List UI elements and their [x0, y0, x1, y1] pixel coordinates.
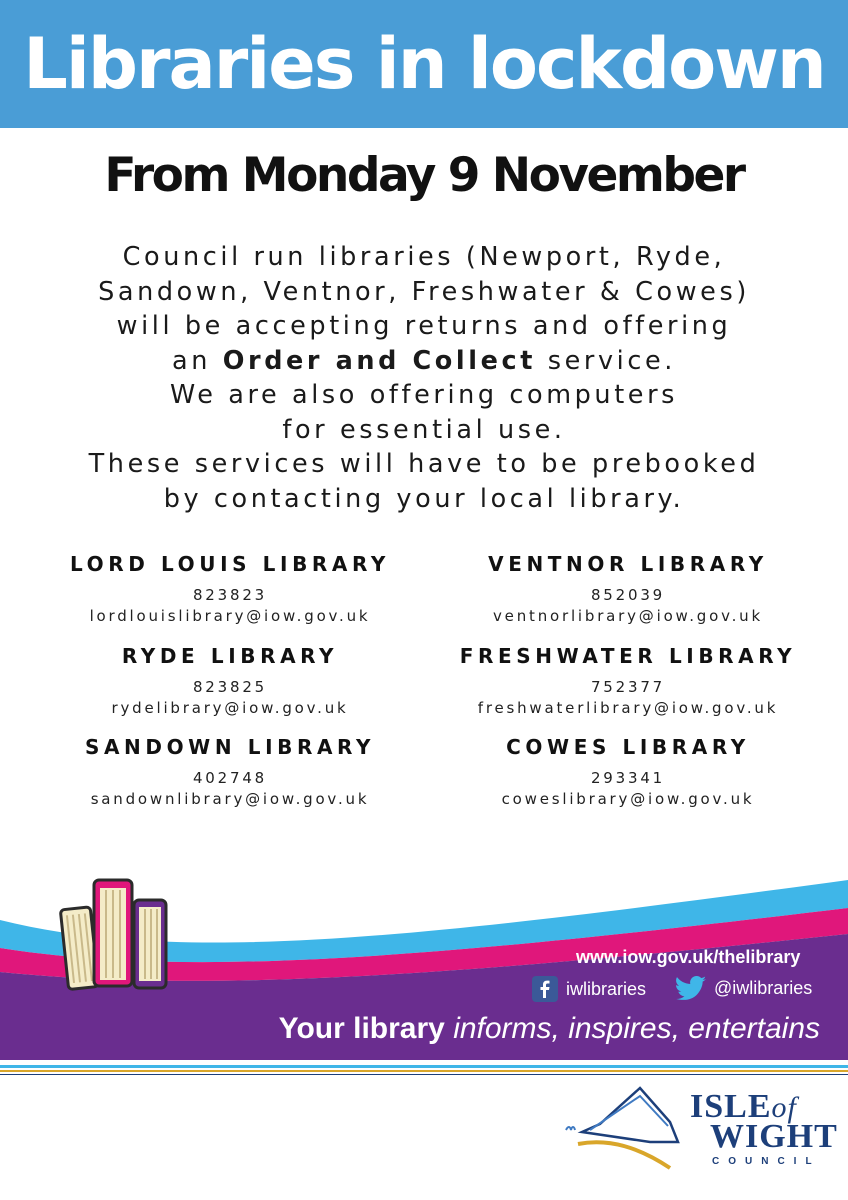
council-logo-word: WIGHT [710, 1118, 838, 1155]
library-phone: 852039 [590, 586, 666, 604]
header-banner [0, 0, 848, 128]
page-title: Libraries in lockdown [23, 23, 825, 105]
intro-line: These services will have to be prebooked [88, 449, 760, 479]
library-email[interactable]: ventnorlibrary@iow.gov.uk [493, 607, 763, 625]
library-name: VENTNOR LIBRARY [488, 552, 768, 576]
library-phone: 293341 [590, 769, 666, 787]
library-entry-cowes [418, 734, 838, 810]
library-phone: 823823 [192, 586, 268, 604]
library-name: RYDE LIBRARY [121, 644, 339, 668]
library-name: FRESHWATER LIBRARY [459, 644, 797, 668]
library-email[interactable]: freshwaterlibrary@iow.gov.uk [477, 699, 779, 717]
twitter-handle: @iwlibraries [714, 977, 813, 998]
intro-line: We are also offering computers [169, 380, 679, 410]
library-phone: 402748 [192, 769, 268, 787]
intro-line: for essential use. [282, 414, 566, 445]
library-name: COWES LIBRARY [506, 735, 750, 759]
facebook-handle: iwlibraries [566, 978, 647, 999]
library-entry-ventnor [418, 551, 838, 627]
facebook-link[interactable] [532, 976, 646, 1002]
tagline-bold: Your library [278, 1012, 445, 1045]
library-website-link[interactable]: www.iow.gov.uk/thelibrary [576, 947, 801, 967]
council-logo-word: ISLE [690, 1088, 772, 1125]
library-entry-lord-louis [20, 551, 440, 627]
intro-line: Sandown, Ventnor, Freshwater & Cowes) [98, 276, 750, 307]
tagline-italic: informs, inspires, entertains [453, 1012, 820, 1045]
council-logo [560, 1082, 838, 1177]
council-logo-mark [560, 1082, 700, 1177]
date-subheading: From Monday 9 November [104, 148, 744, 203]
library-email[interactable]: sandownlibrary@iow.gov.uk [90, 790, 370, 808]
library-name: SANDOWN LIBRARY [84, 735, 376, 759]
library-phone: 752377 [590, 678, 666, 696]
library-name: LORD LOUIS LIBRARY [70, 552, 390, 576]
intro-line [24, 344, 824, 379]
library-entry-freshwater [418, 643, 838, 719]
council-logo-word: of [771, 1091, 797, 1124]
twitter-icon [676, 976, 706, 1000]
books-icon [56, 874, 176, 994]
order-collect-highlight: Order and Collect [222, 345, 536, 376]
council-logo-word: COUNCIL [712, 1156, 821, 1167]
twitter-link[interactable] [676, 976, 812, 1000]
facebook-icon [532, 976, 558, 1002]
library-email[interactable]: coweslibrary@iow.gov.uk [501, 790, 755, 808]
library-entry-sandown [20, 734, 440, 810]
intro-text [24, 240, 824, 516]
intro-text-segment: service. [536, 345, 676, 376]
library-email[interactable]: lordlouislibrary@iow.gov.uk [89, 607, 371, 625]
intro-line: Council run libraries (Newport, Ryde, [122, 242, 726, 272]
tagline [0, 1012, 848, 1046]
library-phone: 823825 [192, 678, 268, 696]
library-email[interactable]: rydelibrary@iow.gov.uk [111, 699, 349, 717]
library-entry-ryde [20, 643, 440, 719]
intro-line: by contacting your local library. [163, 483, 685, 514]
intro-text-segment: an [172, 345, 223, 376]
intro-line: will be accepting returns and offering [116, 311, 732, 341]
